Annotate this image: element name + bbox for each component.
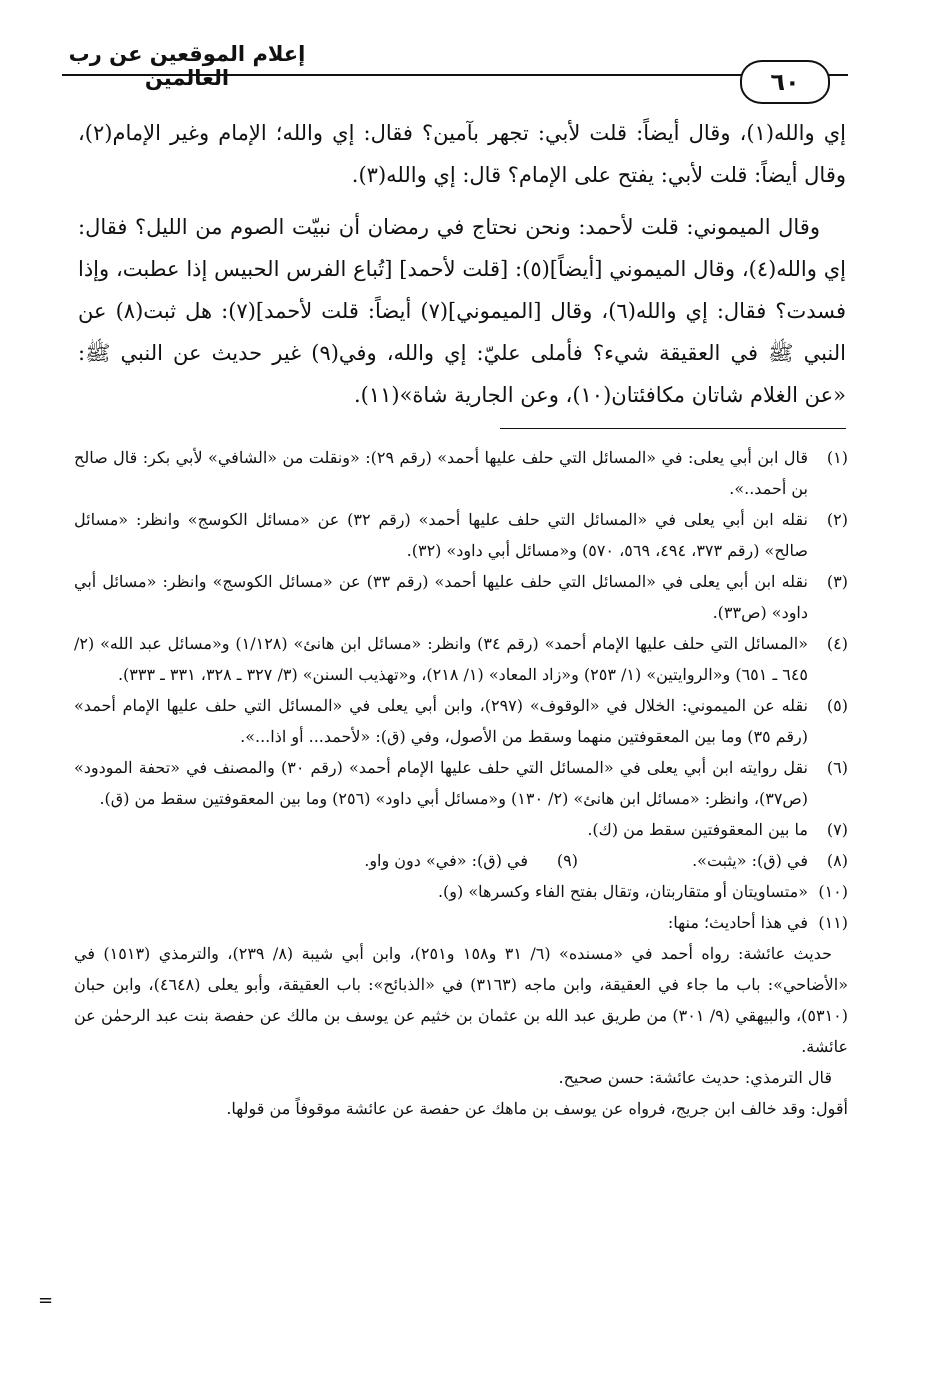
footnote-10 bbox=[74, 876, 848, 907]
footnote-text: في (ق): «يثبت». bbox=[692, 851, 808, 870]
footnote-text: قال ابن أبي يعلى: في «المسائل التي حلف عليها أحمد» (رقم ٢٩): «ونقلت من «الشافي» لأبي بكر: قال صالح بن أحمد..». bbox=[74, 448, 809, 498]
main-text bbox=[78, 112, 846, 426]
paragraph-1: إي والله(١)، وقال أيضاً: قلت لأبي: تجهر بآمين؟ فقال: إي والله؛ الإمام وغير الإمام(٢)، وقال أيضاً: قلت لأبي: يفتح على الإمام؟ قال: إي والله(٣). bbox=[78, 121, 846, 187]
footnote-text: ما بين المعقوفتين سقط من (ك). bbox=[587, 820, 808, 839]
paragraph-2: وقال الميموني: قلت لأحمد: ونحن نحتاج في رمضان أن نبيّت الصوم من الليل؟ فقال: إي والله(٤)، وقال الميموني [أيضاً](٥): [قلت لأحمد] [تُباع الفرس الحبيس إذا عطبت، وإذا فسدت؟ فقال: إي والله(٦)، وقال [الميموني](٧) أيضاً: قلت لأحمد](٧): هل ثبت(٨) عن النبي ﷺ في العقيقة شيء؟ فأملى عليّ: إي والله، وفي(٩) غير حديث عن النبي ﷺ: «عن الغلام شاتان مكافئتان(١٠)، وعن الجارية شاة»(١١). bbox=[78, 215, 847, 407]
footnote-number: (٢) bbox=[826, 510, 848, 529]
footnote-number: (١) bbox=[826, 448, 848, 467]
footnote-text: في هذا أحاديث؛ منها: bbox=[667, 913, 808, 932]
footnotes bbox=[74, 442, 848, 1124]
footnote-text: نقله عن الميموني: الخلال في «الوقوف» (٢٩٧)، وابن أبي يعلى في «المسائل التي حلف عليها الإمام أحمد» (رقم ٣٥) وما بين المعقوفتين منهما وسقط من الأصول، وفي (ق): «لأحمد... أو اذا...». bbox=[74, 696, 809, 746]
page-header bbox=[62, 42, 848, 96]
footnote-number: (١١) bbox=[818, 913, 848, 932]
footnote-text: «متساويتان أو متقاربتان، وتقال بفتح الفاء وكسرها» (و). bbox=[437, 882, 808, 901]
footnote-number: (٥) bbox=[826, 696, 848, 715]
footnote-number: (٧) bbox=[826, 820, 848, 839]
footnote-text: في (ق): «في» دون واو. bbox=[364, 851, 528, 870]
footnote-2 bbox=[74, 504, 848, 566]
footnote-3 bbox=[74, 566, 848, 628]
footnote-text: نقله ابن أبي يعلى في «المسائل التي حلف عليها أحمد» (رقم ٣٣) عن «مسائل الكوسج» وانظر: «مسائل أبي داود» (ص٣٣). bbox=[74, 572, 808, 622]
footnote-text: «المسائل التي حلف عليها الإمام أحمد» (رقم ٣٤) وانظر: «مسائل ابن هانئ» (١/١٢٨) و«مسائل عبد الله» (٢/ ٦٤٥ ـ ٦٥١) و«الروايتين» (١/ ٢٥٣) و«زاد المعاد» (١/ ٢١٨)، و«تهذيب السنن» (٣/ ٣٢٧ ـ ٣٢٨، ٣٣١ ـ ٣٣٣). bbox=[74, 634, 809, 684]
footnote-number: (١٠) bbox=[818, 882, 848, 901]
footnote-number: (٦) bbox=[826, 758, 848, 777]
footnote-6 bbox=[74, 752, 848, 814]
footnote-11-detail: قال الترمذي: حديث عائشة: حسن صحيح. bbox=[558, 1068, 832, 1087]
running-title: إعلام الموقعين عن رب العالمين bbox=[68, 42, 306, 90]
footnote-11-detail: حديث عائشة: رواه أحمد في «مسنده» (٦/ ٣١ و١٥٨ و٢٥١)، وابن أبي شيبة (٨/ ٢٣٩)، والترمذي (١٥١٣) في «الأضاحي»: باب ما جاء في العقيقة، وابن ماجه (٣١٦٣) في «الذبائح»: باب العقيقة، وأبو يعلى (٤٦٤٨)، وابن حبان (٥٣١٠)، والبيهقي (٩/ ٣٠١) من طريق عبد الله بن عثمان بن خثيم عن يوسف بن مالك عن حفصة بنت عبد الرحمٰن عن عائشة. bbox=[74, 944, 849, 1056]
continuation-mark: = bbox=[38, 1290, 54, 1311]
footnote-separator bbox=[500, 428, 846, 429]
footnote-number: (٩) bbox=[556, 851, 578, 870]
footnote-number: (٤) bbox=[826, 634, 848, 653]
page-number: ٦٠ bbox=[740, 60, 830, 104]
footnote-7 bbox=[74, 814, 848, 845]
footnote-11 bbox=[74, 907, 848, 938]
footnote-number: (٣) bbox=[826, 572, 848, 591]
footnote-number: (٨) bbox=[826, 851, 848, 870]
footnotes-8-9 bbox=[74, 845, 848, 876]
footnote-1 bbox=[74, 442, 848, 504]
footnote-5 bbox=[74, 690, 848, 752]
footnote-4 bbox=[74, 628, 848, 690]
footnote-text: نقل روايته ابن أبي يعلى في «المسائل التي حلف عليها الإمام أحمد» (رقم ٣٠) والمصنف في «تحفة المودود» (ص٣٧)، وانظر: «مسائل ابن هانئ» (٢/ ١٣٠) و«مسائل أبي داود» (٢٥٦) وما بين المعقوفتين سقط من (ق). bbox=[74, 758, 808, 808]
footnote-11-detail: أقول: وقد خالف ابن جريج، فرواه عن يوسف بن ماهك عن حفصة عن عائشة موقوفاً من قولها. bbox=[226, 1099, 848, 1118]
footnote-text: نقله ابن أبي يعلى في «المسائل التي حلف عليها أحمد» (رقم ٣٢) عن «مسائل الكوسج» وانظر: «مسائل صالح» (رقم ٣٧٣، ٤٩٤، ٥٦٩، ٥٧٠) و«مسائل أبي داود» (٣٢). bbox=[74, 510, 808, 560]
